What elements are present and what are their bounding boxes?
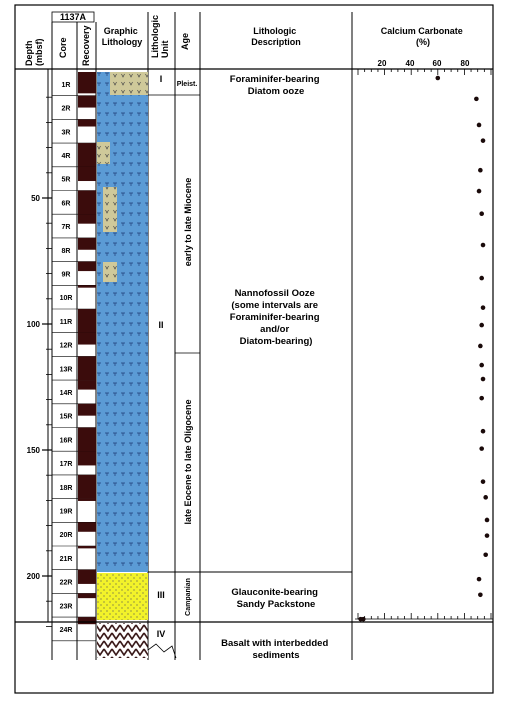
description-unit-1: Foraminifer-bearing Diatom ooze xyxy=(229,74,320,97)
core-label: 6R xyxy=(61,200,71,208)
age-column xyxy=(175,81,200,616)
core-label: 22R xyxy=(59,579,73,587)
core-label: 8R xyxy=(61,247,71,255)
carbonate-data-point xyxy=(481,479,486,484)
depth-tick-label: 100 xyxy=(26,320,40,329)
recovery-block xyxy=(78,96,96,108)
unit-label: IV xyxy=(156,629,166,639)
core-label: 13R xyxy=(59,366,73,374)
recovery-block xyxy=(78,191,96,215)
diatom-ooze-fill xyxy=(97,142,110,164)
recovery-block xyxy=(78,309,96,333)
recovery-block xyxy=(78,262,96,271)
carbonate-data-point xyxy=(478,592,483,597)
diatom-ooze-fill xyxy=(103,187,117,232)
carbonate-data-point xyxy=(477,189,482,194)
depth-minor-ticks xyxy=(46,97,52,626)
core-label: 4R xyxy=(61,152,71,160)
carbonate-data-point xyxy=(436,76,441,81)
unit-label: III xyxy=(157,590,165,600)
carbonate-data-point xyxy=(485,518,490,523)
recovery-header: Recovery xyxy=(81,25,91,66)
recovery-block xyxy=(78,499,96,501)
diatom-ooze-fill xyxy=(110,72,148,95)
unit-label: II xyxy=(158,320,164,330)
depth-tick-label: 200 xyxy=(26,572,40,581)
calcium-carbonate-header: Calcium Carbonate (%) xyxy=(380,26,463,47)
carbonate-data-point xyxy=(481,138,486,143)
core-label: 2R xyxy=(61,105,71,113)
core-label: 3R xyxy=(61,129,71,137)
graphic-lithology-column xyxy=(97,72,176,658)
depth-tick-label: 50 xyxy=(31,194,40,203)
recovery-block xyxy=(78,167,96,181)
core-label: 15R xyxy=(59,413,73,421)
core-label: 7R xyxy=(61,224,71,232)
carbonate-data-point xyxy=(483,495,488,500)
carbonate-data-point xyxy=(481,377,486,382)
lithologic-unit-header: Lithologic Unit xyxy=(150,15,170,58)
recovery-block xyxy=(78,214,96,223)
core-label: 9R xyxy=(61,271,71,279)
age-label: Campanian xyxy=(185,578,192,616)
carbonate-data-point xyxy=(477,577,482,582)
depth-header: Depth (mbsf) xyxy=(24,38,44,66)
carbonate-data-point xyxy=(361,617,366,622)
core-label: 1R xyxy=(61,81,71,89)
recovery-block xyxy=(78,522,96,531)
carbonate-bottom-ticks xyxy=(358,613,491,619)
core-label: 10R xyxy=(59,295,73,303)
carbonate-data-point xyxy=(485,533,490,538)
carbonate-plot xyxy=(355,69,493,621)
recovery-block xyxy=(78,356,96,380)
carbonate-data-point xyxy=(483,552,488,557)
core-label: 11R xyxy=(59,318,73,326)
carbonate-data-points xyxy=(358,76,489,622)
carbonate-data-point xyxy=(478,168,483,173)
recovery-block xyxy=(78,546,96,548)
age-header: Age xyxy=(180,32,190,50)
age-label: early to late Miocene xyxy=(183,177,193,267)
x-tick-label: 60 xyxy=(432,59,442,68)
recovery-block xyxy=(78,143,96,167)
recovery-block xyxy=(78,285,96,287)
recovery-block xyxy=(78,72,96,93)
depth-axis xyxy=(27,69,52,626)
carbonate-data-point xyxy=(474,97,479,102)
core-label: 24R xyxy=(59,626,73,634)
carbonate-data-point xyxy=(477,123,482,128)
core-header: Core xyxy=(58,37,68,58)
recovery-block xyxy=(78,333,96,345)
carbonate-top-ticks xyxy=(358,69,491,75)
recovery-block xyxy=(78,451,96,465)
description-unit-2: Nannofossil Ooze (some intervals are Foraminifer-bearing and/or Diatom-bearing) xyxy=(229,288,320,347)
core-label: 19R xyxy=(59,508,73,516)
recovery-block xyxy=(78,617,96,624)
carbonate-data-point xyxy=(481,305,486,310)
description-unit-3: Glauconite-bearing Sandy Packstone xyxy=(231,587,318,610)
carbonate-data-point xyxy=(479,446,484,451)
core-label: 23R xyxy=(59,603,73,611)
recovery-column xyxy=(78,72,96,624)
basalt-fill xyxy=(97,623,148,658)
x-tick-label: 80 xyxy=(460,59,470,68)
carbonate-tick-labels xyxy=(378,59,470,68)
recovery-block xyxy=(78,428,96,452)
x-tick-label: 20 xyxy=(377,59,387,68)
core-label: 18R xyxy=(59,484,73,492)
carbonate-data-point xyxy=(478,344,483,349)
unit-label: I xyxy=(159,74,163,84)
diatom-ooze-fill xyxy=(103,262,117,282)
age-label: late Eocene to late Oligocene xyxy=(183,399,193,525)
recovery-block xyxy=(78,404,96,416)
core-label: 21R xyxy=(59,555,73,563)
core-label: 12R xyxy=(59,342,73,350)
header-row xyxy=(15,12,493,69)
description-unit-4: Basalt with interbedded sediments xyxy=(221,638,329,661)
carbonate-data-point xyxy=(479,323,484,328)
graphic-lithology-header: Graphic Lithology xyxy=(101,26,143,47)
carbonate-data-point xyxy=(479,276,484,281)
lithologic-description-column xyxy=(221,74,331,661)
carbonate-data-point xyxy=(479,211,484,216)
core-label: 5R xyxy=(61,176,71,184)
carbonate-data-point xyxy=(481,243,486,248)
recovery-block xyxy=(78,119,96,126)
lithologic-description-header: Lithologic Description xyxy=(251,26,301,47)
recovery-block xyxy=(78,380,96,389)
recovery-block xyxy=(78,238,96,250)
hole-label: 1137A xyxy=(59,12,87,22)
recovery-block xyxy=(78,593,96,598)
core-label: 20R xyxy=(59,532,73,540)
age-label: Pleist. xyxy=(176,81,198,88)
core-label: 16R xyxy=(59,437,73,445)
depth-tick-label: 150 xyxy=(26,446,40,455)
carbonate-data-point xyxy=(479,363,484,368)
x-tick-label: 40 xyxy=(405,59,415,68)
core-label: 14R xyxy=(59,389,73,397)
carbonate-data-point xyxy=(481,429,486,434)
sandy-packstone-fill xyxy=(97,573,148,620)
core-label: 17R xyxy=(59,461,73,469)
carbonate-data-point xyxy=(479,396,484,401)
recovery-block xyxy=(78,475,96,499)
recovery-block xyxy=(78,570,96,584)
